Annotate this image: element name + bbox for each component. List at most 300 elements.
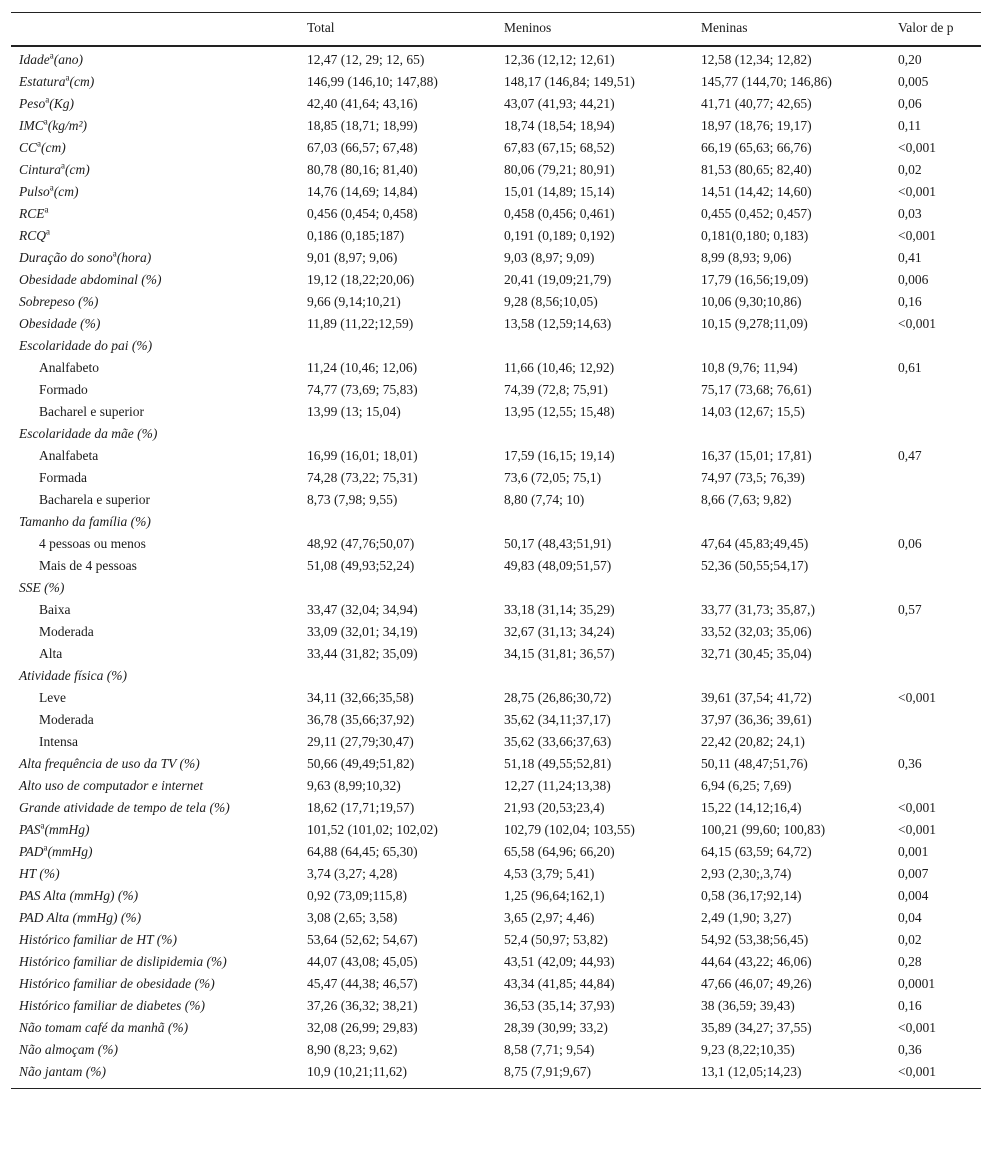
row-label: PAD Alta (mmHg) (%) bbox=[19, 910, 142, 925]
row-label: Escolaridade da mãe (%) bbox=[19, 426, 158, 441]
cell-valor-de-p: 0,007 bbox=[898, 866, 929, 881]
footnote-marker: a bbox=[46, 226, 50, 237]
cell-meninos: 8,80 (7,74; 10) bbox=[504, 492, 585, 507]
cell-meninas: 16,37 (15,01; 17,81) bbox=[701, 448, 812, 463]
table-row bbox=[11, 71, 981, 93]
table-row bbox=[11, 863, 981, 885]
table-row bbox=[11, 599, 981, 621]
table-row bbox=[11, 621, 981, 643]
row-unit: (cm) bbox=[69, 74, 95, 89]
cell-valor-de-p: 0,16 bbox=[898, 998, 922, 1013]
row-label: Atividade física (%) bbox=[19, 668, 127, 683]
cell-total: 0,186 (0,185;187) bbox=[307, 228, 405, 243]
cell-total: 51,08 (49,93;52,24) bbox=[307, 558, 415, 573]
row-label-cell bbox=[11, 115, 299, 137]
cell-meninos bbox=[496, 577, 693, 599]
cell-valor-de-p bbox=[890, 467, 981, 489]
cell-meninos: 102,79 (102,04; 103,55) bbox=[504, 822, 635, 837]
row-label-cell bbox=[11, 247, 299, 269]
cell-valor-de-p: 0,02 bbox=[898, 162, 922, 177]
cell-meninas: 13,1 (12,05;14,23) bbox=[693, 1061, 890, 1089]
row-label: Moderada bbox=[39, 712, 94, 727]
table-row bbox=[11, 709, 981, 731]
cell-meninos: 28,39 (30,99; 33,2) bbox=[504, 1020, 608, 1035]
cell-meninas: 8,66 (7,63; 9,82) bbox=[701, 492, 792, 507]
cell-valor-de-p bbox=[890, 489, 981, 511]
table-row bbox=[11, 159, 981, 181]
footnote-marker: a bbox=[49, 50, 54, 61]
cell-total: 18,62 (17,71;19,57) bbox=[307, 800, 415, 815]
row-label: RCQ bbox=[19, 228, 46, 243]
footnote-marker: a bbox=[61, 160, 66, 171]
row-label: Alto uso de computador e internet bbox=[19, 778, 204, 793]
row-unit: (mmHg) bbox=[47, 844, 93, 859]
cell-total: 9,66 (9,14;10,21) bbox=[307, 294, 401, 309]
cell-meninos: 1,25 (96,64;162,1) bbox=[504, 888, 605, 903]
table-row bbox=[11, 753, 981, 775]
row-label-cell bbox=[11, 995, 299, 1017]
cell-meninas bbox=[693, 335, 890, 357]
row-label-cell bbox=[11, 423, 299, 445]
row-label: Peso bbox=[19, 96, 46, 111]
cell-valor-de-p: 0,47 bbox=[898, 448, 922, 463]
cell-valor-de-p: <0,001 bbox=[898, 800, 936, 815]
cell-meninos: 67,83 (67,15; 68,52) bbox=[504, 140, 615, 155]
table-row bbox=[11, 731, 981, 753]
footnote-marker: a bbox=[112, 248, 117, 259]
row-label-cell bbox=[11, 709, 299, 731]
footnote-marker: a bbox=[40, 820, 45, 831]
table-row bbox=[11, 511, 981, 533]
cell-meninas: 0,455 (0,452; 0,457) bbox=[701, 206, 812, 221]
cell-total: 16,99 (16,01; 18,01) bbox=[307, 448, 418, 463]
cell-valor-de-p: <0,001 bbox=[890, 1061, 981, 1089]
cell-valor-de-p bbox=[890, 401, 981, 423]
cell-valor-de-p: 0,11 bbox=[898, 118, 922, 133]
cell-total: 3,74 (3,27; 4,28) bbox=[307, 866, 398, 881]
cell-meninos: 11,66 (10,46; 12,92) bbox=[504, 360, 615, 375]
row-label-cell bbox=[11, 951, 299, 973]
row-label-cell bbox=[11, 1017, 299, 1039]
table-row bbox=[11, 819, 981, 841]
table-row bbox=[11, 951, 981, 973]
cell-total: 44,07 (43,08; 45,05) bbox=[307, 954, 418, 969]
table-row bbox=[11, 1061, 981, 1089]
cell-meninos: 13,58 (12,59;14,63) bbox=[504, 316, 612, 331]
cell-valor-de-p bbox=[890, 555, 981, 577]
cell-valor-de-p: 0,16 bbox=[898, 294, 922, 309]
table-row bbox=[11, 203, 981, 225]
cell-meninas: 33,77 (31,73; 35,87,) bbox=[701, 602, 815, 617]
row-label: CC bbox=[19, 140, 38, 155]
cell-meninos: 12,36 (12,12; 12,61) bbox=[504, 52, 615, 67]
cell-total: 33,47 (32,04; 34,94) bbox=[307, 602, 418, 617]
table-row bbox=[11, 46, 981, 71]
cell-valor-de-p: <0,001 bbox=[898, 184, 936, 199]
cell-valor-de-p: 0,006 bbox=[898, 272, 929, 287]
row-label-cell bbox=[11, 687, 299, 709]
table-row bbox=[11, 665, 981, 687]
cell-total: 74,77 (73,69; 75,83) bbox=[307, 382, 418, 397]
cell-valor-de-p bbox=[890, 665, 981, 687]
row-label: Escolaridade do pai (%) bbox=[19, 338, 153, 353]
table-row bbox=[11, 555, 981, 577]
row-unit: (cm) bbox=[65, 162, 90, 177]
cell-meninas: 33,52 (32,03; 35,06) bbox=[701, 624, 812, 639]
cell-total: 12,47 (12, 29; 12, 65) bbox=[307, 52, 425, 67]
row-label: Histórico familiar de dislipidemia (%) bbox=[19, 954, 227, 969]
row-label: Histórico familiar de HT (%) bbox=[19, 932, 177, 947]
cell-total: 53,64 (52,62; 54,67) bbox=[307, 932, 418, 947]
cell-meninas: 41,71 (40,77; 42,65) bbox=[701, 96, 812, 111]
cell-total bbox=[299, 423, 496, 445]
cell-meninos: 21,93 (20,53;23,4) bbox=[504, 800, 605, 815]
cell-meninos: 80,06 (79,21; 80,91) bbox=[504, 162, 615, 177]
cell-valor-de-p: <0,001 bbox=[898, 690, 936, 705]
row-label: Sobrepeso (%) bbox=[19, 294, 99, 309]
row-label-cell bbox=[11, 533, 299, 555]
row-label-cell bbox=[11, 797, 299, 819]
cell-meninas: 145,77 (144,70; 146,86) bbox=[701, 74, 832, 89]
cell-meninos: 35,62 (33,66;37,63) bbox=[504, 734, 612, 749]
row-label: Estatura bbox=[19, 74, 66, 89]
row-label: Duração do sono bbox=[19, 250, 113, 265]
row-label: Histórico familiar de obesidade (%) bbox=[19, 976, 215, 991]
cell-meninos: 73,6 (72,05; 75,1) bbox=[504, 470, 602, 485]
row-label-cell bbox=[11, 621, 299, 643]
row-label-cell bbox=[11, 291, 299, 313]
row-label: Tamanho da família (%) bbox=[19, 514, 151, 529]
table-row bbox=[11, 687, 981, 709]
row-label: Intensa bbox=[39, 734, 78, 749]
row-label-cell bbox=[11, 775, 299, 797]
row-label-cell bbox=[11, 731, 299, 753]
table-row bbox=[11, 269, 981, 291]
cell-total: 80,78 (80,16; 81,40) bbox=[307, 162, 418, 177]
cell-meninos bbox=[496, 335, 693, 357]
cell-meninos: 52,4 (50,97; 53,82) bbox=[504, 932, 608, 947]
cell-meninos: 9,28 (8,56;10,05) bbox=[504, 294, 598, 309]
row-label: Cintura bbox=[19, 162, 62, 177]
row-label: PAS bbox=[19, 822, 41, 837]
row-label: Pulso bbox=[19, 184, 50, 199]
cell-valor-de-p bbox=[890, 423, 981, 445]
row-label: Alta bbox=[39, 646, 63, 661]
footnote-marker: a bbox=[37, 138, 42, 149]
table-row bbox=[11, 423, 981, 445]
row-label-cell bbox=[11, 379, 299, 401]
cell-meninas: 10,8 (9,76; 11,94) bbox=[701, 360, 798, 375]
row-label: PAS Alta (mmHg) (%) bbox=[19, 888, 139, 903]
cell-meninas: 81,53 (80,65; 82,40) bbox=[701, 162, 812, 177]
cell-valor-de-p: 0,41 bbox=[898, 250, 922, 265]
cell-valor-de-p bbox=[890, 577, 981, 599]
cell-meninas bbox=[693, 577, 890, 599]
row-label: Bacharela e superior bbox=[39, 492, 150, 507]
row-label: Mais de 4 pessoas bbox=[39, 558, 137, 573]
cell-meninos: 17,59 (16,15; 19,14) bbox=[504, 448, 615, 463]
row-label-cell bbox=[11, 973, 299, 995]
cell-valor-de-p bbox=[890, 643, 981, 665]
row-label-cell bbox=[11, 1039, 299, 1061]
row-label-cell bbox=[11, 137, 299, 159]
cell-meninas: 38 (36,59; 39,43) bbox=[701, 998, 795, 1013]
cell-total: 146,99 (146,10; 147,88) bbox=[307, 74, 438, 89]
cell-meninas: 52,36 (50,55;54,17) bbox=[701, 558, 809, 573]
row-label-cell bbox=[11, 313, 299, 335]
cell-meninas: 66,19 (65,63; 66,76) bbox=[701, 140, 812, 155]
cell-total: 11,89 (11,22;12,59) bbox=[307, 316, 414, 331]
table-row bbox=[11, 401, 981, 423]
footnote-marker: a bbox=[43, 842, 48, 853]
table-row bbox=[11, 225, 981, 247]
cell-total: 13,99 (13; 15,04) bbox=[307, 404, 401, 419]
row-label-cell bbox=[11, 907, 299, 929]
cell-total: 33,09 (32,01; 34,19) bbox=[307, 624, 418, 639]
row-label-cell bbox=[11, 511, 299, 533]
row-label-cell bbox=[11, 819, 299, 841]
table-row bbox=[11, 1017, 981, 1039]
table-row bbox=[11, 995, 981, 1017]
cell-total: 8,73 (7,98; 9,55) bbox=[307, 492, 398, 507]
row-label-cell bbox=[11, 665, 299, 687]
cell-valor-de-p: <0,001 bbox=[898, 228, 936, 243]
cell-meninos: 0,191 (0,189; 0,192) bbox=[504, 228, 615, 243]
row-label: Moderada bbox=[39, 624, 94, 639]
table-body bbox=[11, 46, 981, 1089]
row-label-cell bbox=[11, 269, 299, 291]
table-row bbox=[11, 907, 981, 929]
row-label-cell bbox=[11, 489, 299, 511]
row-label: PAD bbox=[19, 844, 44, 859]
header-cell-meninas: Meninas bbox=[693, 13, 890, 47]
cell-total: 14,76 (14,69; 14,84) bbox=[307, 184, 418, 199]
cell-meninas bbox=[693, 511, 890, 533]
row-label-cell bbox=[11, 885, 299, 907]
cell-meninas: 9,23 (8,22;10,35) bbox=[701, 1042, 795, 1057]
cell-total: 3,08 (2,65; 3,58) bbox=[307, 910, 398, 925]
cell-meninas: 2,49 (1,90; 3,27) bbox=[701, 910, 792, 925]
header-row bbox=[11, 13, 981, 47]
cell-total: 19,12 (18,22;20,06) bbox=[307, 272, 415, 287]
row-label-cell bbox=[11, 753, 299, 775]
cell-total: 18,85 (18,71; 18,99) bbox=[307, 118, 418, 133]
header-cell-meninos: Meninos bbox=[496, 13, 693, 47]
row-label: Formada bbox=[39, 470, 87, 485]
row-label: 4 pessoas ou menos bbox=[39, 536, 146, 551]
cell-meninos bbox=[496, 511, 693, 533]
row-unit: (cm) bbox=[41, 140, 66, 155]
row-label-cell bbox=[11, 555, 299, 577]
footnote-marker: a bbox=[65, 72, 70, 83]
header-cell-valor-de-p: Valor de p bbox=[890, 13, 981, 47]
row-label: IMC bbox=[19, 118, 44, 133]
table-row bbox=[11, 643, 981, 665]
table-row bbox=[11, 489, 981, 511]
row-label-cell bbox=[11, 357, 299, 379]
cell-valor-de-p bbox=[890, 775, 981, 797]
table-row bbox=[11, 467, 981, 489]
cell-valor-de-p bbox=[890, 621, 981, 643]
cell-meninas: 10,06 (9,30;10,86) bbox=[701, 294, 802, 309]
cell-meninas: 22,42 (20,82; 24,1) bbox=[701, 734, 805, 749]
table-row bbox=[11, 291, 981, 313]
cell-meninos: 8,75 (7,91;9,67) bbox=[496, 1061, 693, 1089]
row-label: Não tomam café da manhã (%) bbox=[19, 1020, 189, 1035]
table-row bbox=[11, 379, 981, 401]
cell-meninos: 28,75 (26,86;30,72) bbox=[504, 690, 612, 705]
row-unit: (hora) bbox=[116, 250, 152, 265]
cell-meninos: 148,17 (146,84; 149,51) bbox=[504, 74, 635, 89]
row-unit: (ano) bbox=[53, 52, 83, 67]
cell-meninas: 47,64 (45,83;49,45) bbox=[701, 536, 809, 551]
cell-meninos: 12,27 (11,24;13,38) bbox=[504, 778, 611, 793]
cell-total bbox=[299, 665, 496, 687]
row-label-cell bbox=[11, 929, 299, 951]
footnote-marker: a bbox=[49, 182, 54, 193]
row-label: Analfabeta bbox=[39, 448, 99, 463]
cell-valor-de-p bbox=[890, 709, 981, 731]
cell-valor-de-p: 0,004 bbox=[898, 888, 929, 903]
cell-valor-de-p: <0,001 bbox=[898, 1020, 936, 1035]
table-row bbox=[11, 181, 981, 203]
cell-meninas: 64,15 (63,59; 64,72) bbox=[701, 844, 812, 859]
row-unit: (cm) bbox=[53, 184, 79, 199]
cell-meninos bbox=[496, 423, 693, 445]
cell-total: 33,44 (31,82; 35,09) bbox=[307, 646, 418, 661]
cell-total: 11,24 (10,46; 12,06) bbox=[307, 360, 418, 375]
cell-valor-de-p: 0,36 bbox=[898, 756, 922, 771]
cell-meninas: 47,66 (46,07; 49,26) bbox=[701, 976, 812, 991]
cell-meninos bbox=[496, 665, 693, 687]
row-label: Leve bbox=[39, 690, 66, 705]
cell-valor-de-p bbox=[890, 379, 981, 401]
cell-valor-de-p: <0,001 bbox=[898, 822, 936, 837]
cell-valor-de-p: 0,02 bbox=[898, 932, 922, 947]
table-row bbox=[11, 841, 981, 863]
row-label-cell bbox=[11, 203, 299, 225]
cell-meninas: 17,79 (16,56;19,09) bbox=[701, 272, 809, 287]
row-label-cell bbox=[11, 467, 299, 489]
cell-meninas: 44,64 (43,22; 46,06) bbox=[701, 954, 812, 969]
table-row bbox=[11, 1039, 981, 1061]
cell-total: 9,01 (8,97; 9,06) bbox=[307, 250, 398, 265]
cell-valor-de-p bbox=[890, 511, 981, 533]
table-row bbox=[11, 335, 981, 357]
row-label: HT (%) bbox=[19, 866, 60, 881]
cell-valor-de-p: 0,36 bbox=[898, 1042, 922, 1057]
table-row bbox=[11, 247, 981, 269]
row-label: Bacharel e superior bbox=[39, 404, 144, 419]
cell-meninos: 43,07 (41,93; 44,21) bbox=[504, 96, 615, 111]
cell-meninos: 43,34 (41,85; 44,84) bbox=[504, 976, 615, 991]
cell-meninas: 12,58 (12,34; 12,82) bbox=[701, 52, 812, 67]
footnote-marker: a bbox=[44, 204, 49, 215]
cell-valor-de-p: 0,005 bbox=[898, 74, 929, 89]
cell-valor-de-p: 0,06 bbox=[898, 536, 922, 551]
row-label-cell bbox=[11, 445, 299, 467]
cell-total: 42,40 (41,64; 43,16) bbox=[307, 96, 418, 111]
footnote-marker: a bbox=[43, 116, 48, 127]
row-label: RCE bbox=[19, 206, 45, 221]
table-row bbox=[11, 973, 981, 995]
cell-meninas bbox=[693, 423, 890, 445]
row-unit: (mmHg) bbox=[44, 822, 90, 837]
cell-total: 74,28 (73,22; 75,31) bbox=[307, 470, 418, 485]
cell-meninos: 33,18 (31,14; 35,29) bbox=[504, 602, 615, 617]
cell-meninas: 18,97 (18,76; 19,17) bbox=[701, 118, 812, 133]
cell-meninas: 37,97 (36,36; 39,61) bbox=[701, 712, 812, 727]
cell-valor-de-p: <0,001 bbox=[898, 140, 936, 155]
cell-meninas: 0,58 (36,17;92,14) bbox=[701, 888, 802, 903]
row-label-cell bbox=[11, 643, 299, 665]
row-label-cell bbox=[11, 401, 299, 423]
table-row bbox=[11, 797, 981, 819]
cell-meninas: 75,17 (73,68; 76,61) bbox=[701, 382, 812, 397]
cell-meninas: 35,89 (34,27; 37,55) bbox=[701, 1020, 812, 1035]
row-label-cell bbox=[11, 863, 299, 885]
cell-meninas: 14,51 (14,42; 14,60) bbox=[701, 184, 812, 199]
cell-total: 37,26 (36,32; 38,21) bbox=[307, 998, 418, 1013]
row-label: Não jantam (%) bbox=[19, 1064, 106, 1079]
table-row bbox=[11, 929, 981, 951]
row-label-cell bbox=[11, 335, 299, 357]
row-label: SSE (%) bbox=[19, 580, 65, 595]
cell-meninos: 34,15 (31,81; 36,57) bbox=[504, 646, 615, 661]
row-label-cell bbox=[11, 93, 299, 115]
header-cell-total: Total bbox=[299, 13, 496, 47]
cell-meninos: 15,01 (14,89; 15,14) bbox=[504, 184, 615, 199]
cell-valor-de-p: 0,0001 bbox=[898, 976, 936, 991]
row-label-cell bbox=[11, 225, 299, 247]
cell-meninas bbox=[693, 665, 890, 687]
cell-total: 8,90 (8,23; 9,62) bbox=[307, 1042, 398, 1057]
cell-meninos: 43,51 (42,09; 44,93) bbox=[504, 954, 615, 969]
cell-total: 36,78 (35,66;37,92) bbox=[307, 712, 415, 727]
cell-valor-de-p: 0,20 bbox=[898, 52, 922, 67]
row-label: Alta frequência de uso da TV (%) bbox=[19, 756, 200, 771]
cell-meninas: 15,22 (14,12;16,4) bbox=[701, 800, 802, 815]
cell-total: 0,92 (73,09;115,8) bbox=[307, 888, 407, 903]
table-row bbox=[11, 93, 981, 115]
cell-meninas: 54,92 (53,38;56,45) bbox=[701, 932, 809, 947]
cell-meninos: 32,67 (31,13; 34,24) bbox=[504, 624, 615, 639]
cell-meninas: 39,61 (37,54; 41,72) bbox=[701, 690, 812, 705]
cell-meninas: 8,99 (8,93; 9,06) bbox=[701, 250, 792, 265]
row-label: Obesidade abdominal (%) bbox=[19, 272, 162, 287]
table-row bbox=[11, 313, 981, 335]
cell-meninas: 32,71 (30,45; 35,04) bbox=[701, 646, 812, 661]
cell-meninos: 49,83 (48,09;51,57) bbox=[504, 558, 612, 573]
table-row bbox=[11, 885, 981, 907]
cell-total bbox=[299, 577, 496, 599]
cell-meninos: 20,41 (19,09;21,79) bbox=[504, 272, 612, 287]
cell-valor-de-p bbox=[890, 335, 981, 357]
cell-total: 67,03 (66,57; 67,48) bbox=[307, 140, 418, 155]
cell-total: 29,11 (27,79;30,47) bbox=[307, 734, 414, 749]
cell-total: 50,66 (49,49;51,82) bbox=[307, 756, 415, 771]
cell-valor-de-p: 0,06 bbox=[898, 96, 922, 111]
cell-meninos: 18,74 (18,54; 18,94) bbox=[504, 118, 615, 133]
table-row bbox=[11, 115, 981, 137]
row-label: Formado bbox=[39, 382, 88, 397]
cell-total bbox=[299, 335, 496, 357]
cell-meninos: 13,95 (12,55; 15,48) bbox=[504, 404, 615, 419]
table-row bbox=[11, 445, 981, 467]
cell-total: 48,92 (47,76;50,07) bbox=[307, 536, 415, 551]
cell-meninas: 100,21 (99,60; 100,83) bbox=[701, 822, 826, 837]
table-row bbox=[11, 137, 981, 159]
